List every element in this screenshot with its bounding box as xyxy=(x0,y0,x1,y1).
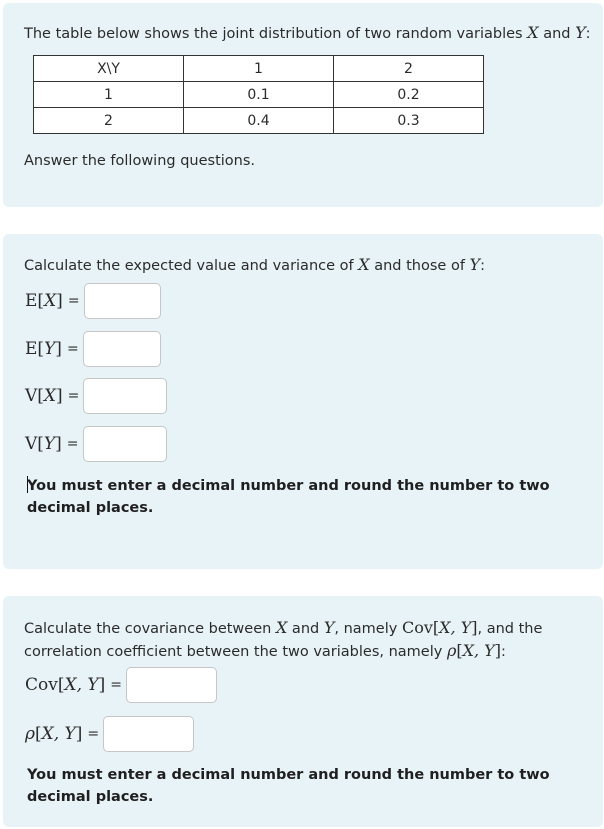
joint-distribution-table xyxy=(33,55,484,134)
answer-prompt: Answer the following questions. xyxy=(24,153,256,169)
vy-input[interactable] xyxy=(83,426,167,462)
table-cell: 0.3 xyxy=(334,108,484,134)
intro-text: The table below shows the joint distribution of two random variables X and Y: xyxy=(24,23,591,42)
ex-label: E[X] xyxy=(25,291,63,311)
table-header-row xyxy=(34,56,484,82)
table-cell: 0.1 xyxy=(184,82,334,108)
vx-input[interactable] xyxy=(83,378,167,414)
question-text: Calculate the expected value and variance of X and those of Y: xyxy=(24,255,485,274)
table-col-header: 2 xyxy=(334,56,484,82)
ey-input[interactable] xyxy=(83,331,161,367)
rho-label: ρ[X, Y] xyxy=(25,724,83,744)
rho-input[interactable] xyxy=(103,716,194,752)
table-cell: 0.2 xyxy=(334,82,484,108)
decimal-rounding-note: You must enter a decimal number and round the number to two decimal places. xyxy=(27,478,550,516)
vx-answer-row: V[X] = xyxy=(25,378,167,414)
vy-label: V[Y] xyxy=(25,434,62,454)
table-row xyxy=(34,82,484,108)
cov-answer-row: Cov[X, Y] = xyxy=(25,667,217,703)
table-corner-cell: X\Y xyxy=(34,56,184,82)
question-text: Calculate the covariance between X and Y, namely Cov[X, Y], and the correlation coefficient between the two variables, namely ρ[X, Y]: xyxy=(24,618,543,660)
ex-answer-row: E[X] = xyxy=(25,283,161,319)
table-col-header: 1 xyxy=(184,56,334,82)
cov-input[interactable] xyxy=(126,667,217,703)
question-card-intro xyxy=(3,3,603,207)
ey-label: E[Y] xyxy=(25,339,62,359)
decimal-rounding-note: You must enter a decimal number and round the number to two decimal places. xyxy=(27,767,550,805)
question-card-covariance-correlation xyxy=(3,596,603,827)
question-card-expectation-variance xyxy=(3,234,603,569)
ex-input[interactable] xyxy=(84,283,161,319)
vx-label: V[X] xyxy=(25,386,63,406)
cov-label: Cov[X, Y] xyxy=(25,675,106,695)
rho-answer-row: ρ[X, Y] = xyxy=(25,716,194,752)
table-cell: 0.4 xyxy=(184,108,334,134)
table-row-header: 2 xyxy=(34,108,184,134)
ey-answer-row: E[Y] = xyxy=(25,331,161,367)
table-row-header: 1 xyxy=(34,82,184,108)
table-row xyxy=(34,108,484,134)
vy-answer-row: V[Y] = xyxy=(25,426,167,462)
